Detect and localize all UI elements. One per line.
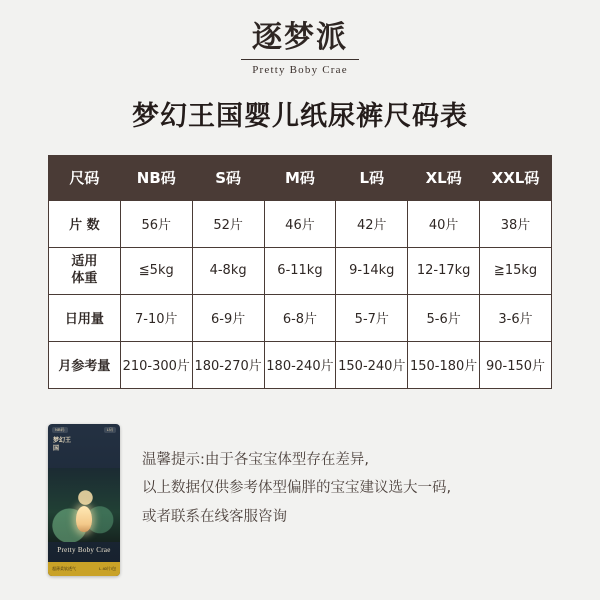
package-footer-band (48, 562, 120, 576)
row-label (49, 247, 121, 294)
table-header-cell: NB码 (120, 155, 192, 200)
table-cell: 90-150片 (480, 341, 552, 388)
footer-section (48, 424, 560, 576)
size-table-container (48, 155, 552, 389)
package-footer-left: 超薄柔软透气 (52, 566, 76, 571)
package-artwork (48, 468, 120, 542)
table-cell: 46片 (264, 200, 336, 247)
table-header-row (49, 155, 552, 200)
brand-name-en: Pretty Boby Crae (252, 63, 348, 76)
table-cell: ≦5kg (120, 247, 192, 294)
table-body (49, 200, 552, 388)
table-header-cell: L码 (336, 155, 408, 200)
package-brand-en: Pretty Boby Crae (57, 546, 111, 554)
table-cell: 150-240片 (336, 341, 408, 388)
table-row (49, 200, 552, 247)
note-line-2: 以上数据仅供参考体型偏胖的宝宝建议选大一码, (142, 480, 452, 497)
table-header-cell: XXL码 (480, 155, 552, 200)
table-cell: 5-7片 (336, 294, 408, 341)
brand-name-cn: 逐梦派 (252, 20, 348, 55)
package-footer-right: L 40片/包 (99, 566, 116, 571)
table-cell: 9-14kg (336, 247, 408, 294)
package-tab-left: NB码 (52, 427, 68, 433)
fairy-illustration (76, 506, 92, 532)
brand-divider (241, 59, 359, 60)
table-cell: 6-11kg (264, 247, 336, 294)
package-size-tabs (48, 424, 120, 433)
table-cell: 210-300片 (120, 341, 192, 388)
brand-logo (0, 0, 600, 76)
table-cell: 4-8kg (192, 247, 264, 294)
table-cell: 6-9片 (192, 294, 264, 341)
table-header-cell: S码 (192, 155, 264, 200)
row-label-line: 适用 (71, 254, 98, 270)
table-row (49, 247, 552, 294)
row-label: 片 数 (49, 200, 121, 247)
table-header-cell: XL码 (408, 155, 480, 200)
table-cell: 40片 (408, 200, 480, 247)
table-row (49, 294, 552, 341)
row-label-line: 体重 (71, 270, 98, 286)
table-header-cell: 尺码 (49, 155, 121, 200)
note-text (142, 424, 451, 531)
table-cell: 6-8片 (264, 294, 336, 341)
table-cell: 12-17kg (408, 247, 480, 294)
table-cell: 180-240片 (264, 341, 336, 388)
table-header (49, 155, 552, 200)
table-cell: ≧15kg (480, 247, 552, 294)
page-title: 梦幻王国婴儿纸尿裤尺码表 (132, 100, 468, 132)
table-cell: 3-6片 (480, 294, 552, 341)
package-title-cn: 梦幻王国 (53, 437, 72, 452)
table-cell: 42片 (336, 200, 408, 247)
table-cell: 7-10片 (120, 294, 192, 341)
row-label: 日用量 (49, 294, 121, 341)
note-line-3: 或者联系在线客服咨询 (142, 508, 287, 525)
table-cell: 180-270片 (192, 341, 264, 388)
product-package-image (48, 424, 120, 576)
table-cell: 150-180片 (408, 341, 480, 388)
table-cell: 5-6片 (408, 294, 480, 341)
note-line-1: 温馨提示:由于各宝宝体型存在差异, (142, 452, 369, 468)
table-header-cell: M码 (264, 155, 336, 200)
row-label: 月参考量 (49, 341, 121, 388)
table-cell: 38片 (480, 200, 552, 247)
size-table (48, 155, 552, 389)
table-row (49, 341, 552, 388)
package-tab-right: L码 (104, 427, 116, 433)
table-cell: 56片 (120, 200, 192, 247)
table-cell: 52片 (192, 200, 264, 247)
